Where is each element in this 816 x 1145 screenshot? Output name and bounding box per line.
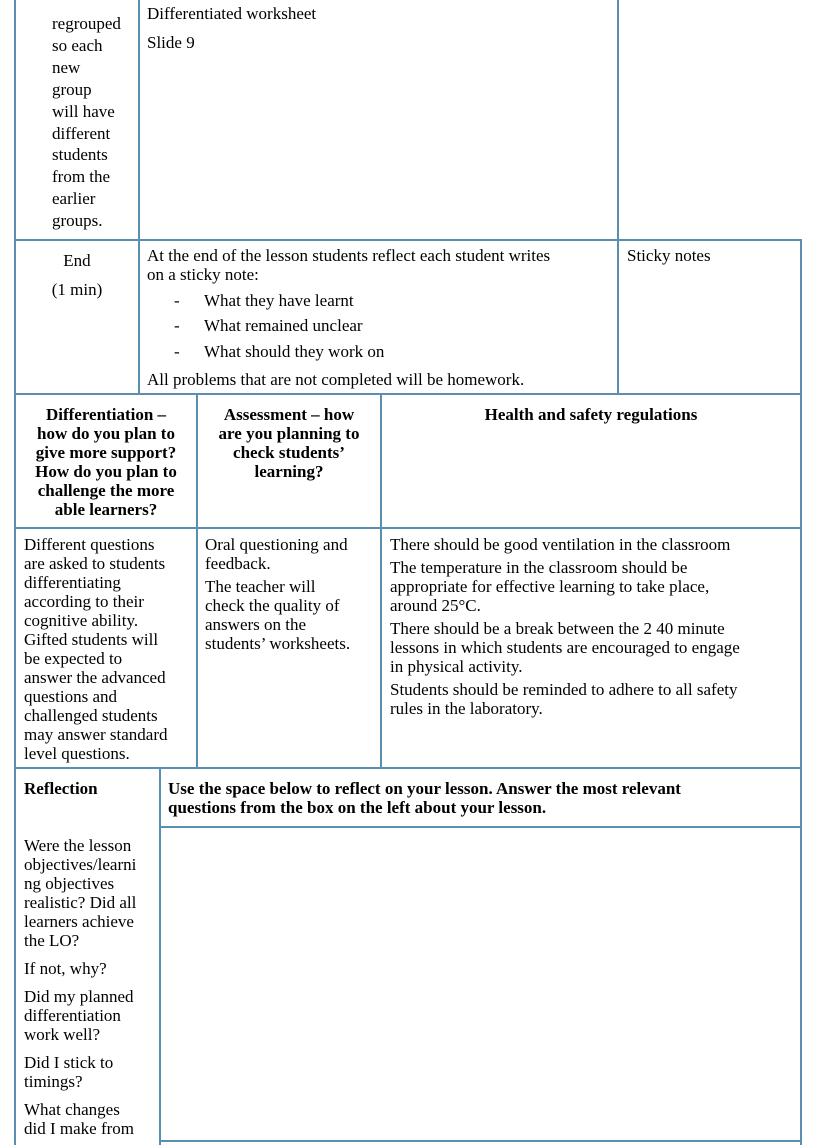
text-line: The teacher will — [205, 577, 316, 596]
text-line: There should be a break between the 2 40 minute — [390, 619, 725, 638]
reflection-answer-area[interactable] — [161, 828, 800, 1140]
end-closing: All problems that are not completed will be homework. — [147, 370, 525, 389]
text-line: new — [52, 57, 81, 77]
text-line: The temperature in the classroom should be — [390, 558, 688, 577]
text-line: different — [52, 123, 111, 143]
text-line: feedback. — [205, 554, 271, 573]
text-line: questions and — [24, 687, 118, 706]
header-line: challenge the more — [37, 481, 175, 500]
resource-line: Differentiated worksheet — [147, 4, 317, 23]
text-line: according to their — [24, 592, 144, 611]
question-line: the LO? — [24, 931, 80, 950]
text-line: rules in the laboratory. — [390, 699, 543, 718]
list-dash: - — [174, 316, 180, 335]
text-line: level questions. — [24, 744, 130, 763]
health-body — [390, 535, 740, 718]
grid-line — [617, 0, 619, 394]
list-dash: - — [174, 342, 180, 361]
question-line: Did my planned — [24, 987, 134, 1006]
text-line: students’ worksheets. — [205, 634, 351, 653]
text-line: At the end of the lesson students reflect each student writes — [147, 246, 551, 265]
list-dash: - — [174, 291, 180, 310]
text-line: challenged students — [24, 706, 158, 725]
text-line: will have — [52, 101, 115, 121]
text-line: Gifted students will — [24, 630, 159, 649]
question-line: If not, why? — [24, 959, 107, 978]
header-line: how do you plan to — [37, 424, 175, 443]
end-resources: Sticky notes — [627, 246, 711, 265]
list-item-text: What they have learnt — [204, 291, 354, 310]
header-line: How do you plan to — [35, 462, 177, 481]
list-item-text: What should they work on — [204, 342, 385, 361]
end-activities — [147, 246, 550, 284]
text-line: There should be good ventilation in the classroom — [390, 535, 731, 554]
header-line: check students’ — [233, 443, 345, 462]
question-line: did I make from — [24, 1119, 134, 1138]
reflection-instruction — [168, 779, 681, 817]
grid-line — [159, 1140, 802, 1142]
text-line: Students should be reminded to adhere to all safety — [390, 680, 738, 699]
resource-line: Slide 9 — [147, 33, 195, 52]
top-left-text — [52, 13, 121, 232]
header-line: Assessment – how — [223, 405, 355, 424]
differentiation-header — [16, 405, 196, 519]
grid-line — [14, 527, 802, 529]
question-line: Were the lesson — [24, 836, 132, 855]
text-line: lessons in which students are encouraged to engage — [390, 638, 740, 657]
differentiation-body — [24, 535, 168, 763]
header-line: able learners? — [54, 500, 158, 519]
health-header: Health and safety regulations — [484, 405, 698, 424]
end-stage — [16, 251, 138, 299]
question-line: ng objectives — [24, 874, 115, 893]
header-line: give more support? — [35, 443, 177, 462]
grid-line — [14, 239, 802, 241]
text-line: students — [52, 145, 108, 165]
list-item-text: What remained unclear — [204, 316, 363, 335]
text-line: on a sticky note: — [147, 265, 259, 284]
text-line: appropriate for effective learning to take place, — [390, 577, 710, 596]
stage-name: End — [63, 251, 91, 270]
header-line: are you planning to — [218, 424, 360, 443]
text-line: Different questions — [24, 535, 155, 554]
header-line: learning? — [254, 462, 324, 481]
text-line: Oral questioning and — [205, 535, 348, 554]
header-line: Differentiation – — [45, 405, 167, 424]
text-line: groups. — [52, 211, 103, 231]
question-line: Did I stick to — [24, 1053, 114, 1072]
grid-line — [14, 767, 802, 769]
question-line: What changes — [24, 1100, 120, 1119]
grid-line — [138, 0, 140, 394]
text-line: answers on the — [205, 615, 307, 634]
grid-line — [380, 393, 382, 768]
text-line: group — [52, 79, 92, 99]
text-line: questions from the box on the left about your lesson. — [168, 798, 547, 817]
question-line: timings? — [24, 1072, 83, 1091]
text-line: answer the advanced — [24, 668, 166, 687]
text-line: earlier — [52, 189, 96, 209]
grid-line — [800, 239, 802, 1145]
text-line: around 25°C. — [390, 596, 481, 615]
question-line: work well? — [24, 1025, 101, 1044]
reflection-title: Reflection — [24, 779, 98, 798]
question-line: objectives/learni — [24, 855, 137, 874]
text-line: cognitive ability. — [24, 611, 139, 630]
grid-line — [14, 0, 16, 394]
text-line: may answer standard — [24, 725, 168, 744]
text-line: from the — [52, 167, 111, 187]
text-line: so each — [52, 35, 103, 55]
question-line: differentiation — [24, 1006, 121, 1025]
top-resources — [147, 4, 316, 52]
text-line: are asked to students — [24, 554, 166, 573]
reflection-questions — [24, 836, 136, 1138]
text-line: differentiating — [24, 573, 121, 592]
assessment-header — [198, 405, 380, 481]
grid-line — [14, 393, 802, 395]
text-line: regrouped — [52, 14, 121, 33]
text-line: check the quality of — [205, 596, 340, 615]
text-line: in physical activity. — [390, 657, 523, 676]
text-line: Use the space below to reflect on your lesson. Answer the most relevant — [168, 779, 681, 798]
question-line: learners achieve — [24, 912, 134, 931]
stage-duration: (1 min) — [51, 280, 103, 299]
question-line: realistic? Did all — [24, 893, 137, 912]
assessment-body — [205, 535, 350, 653]
text-line: be expected to — [24, 649, 123, 668]
